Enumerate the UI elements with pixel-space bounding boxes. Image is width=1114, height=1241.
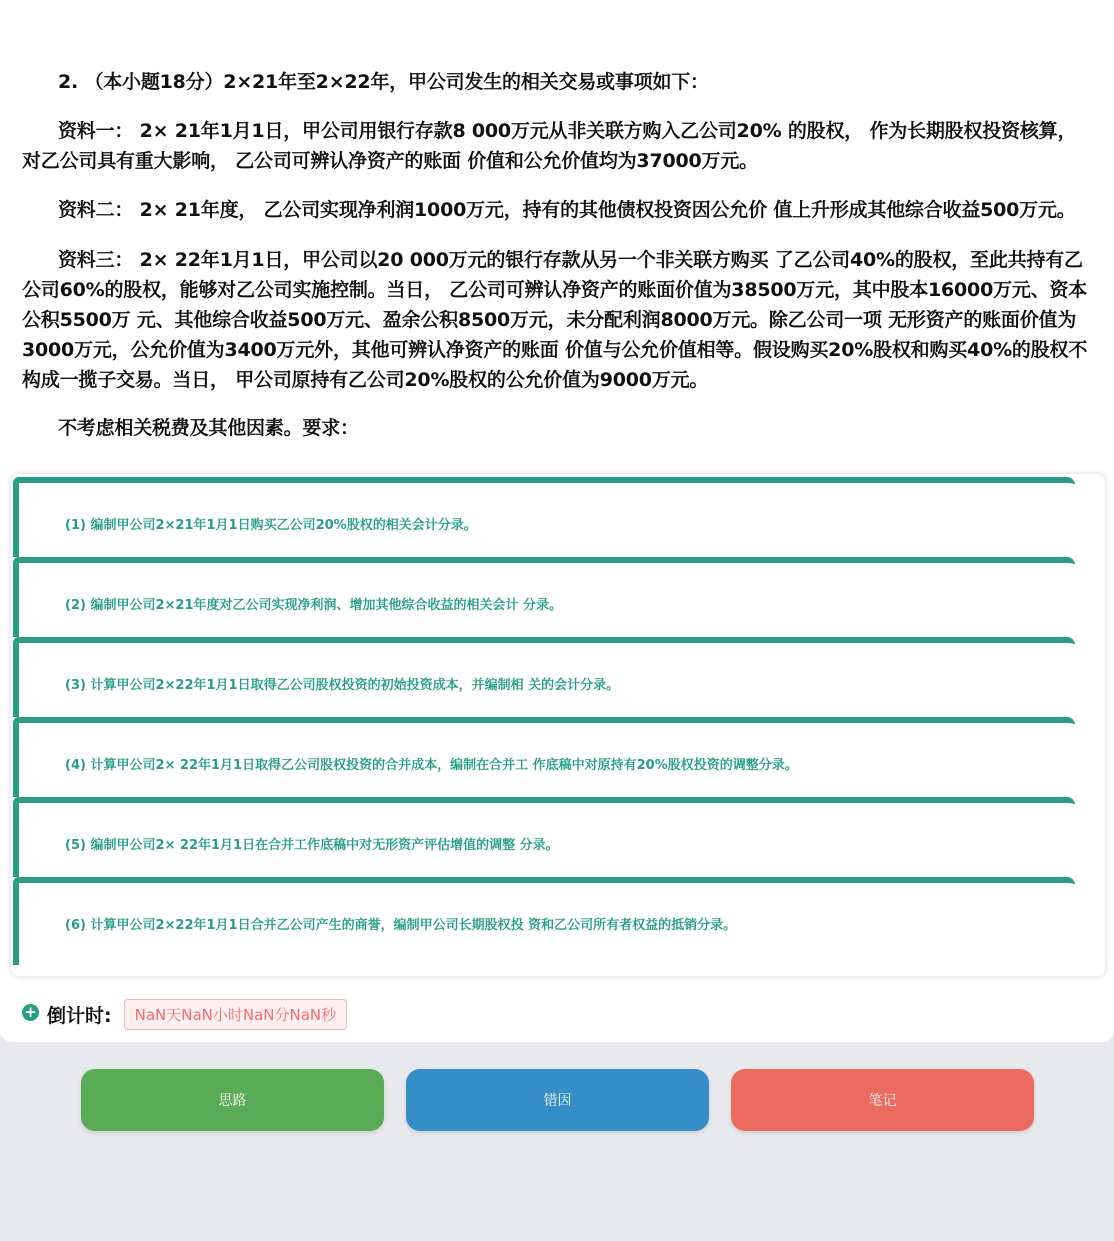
error-reason-button[interactable]: 错因 [406,1069,709,1131]
countdown-value: NaN天NaN小时NaN分NaN秒 [124,999,348,1030]
sub-question-3[interactable] [13,637,1075,717]
sub-question-text: (4) 计算甲公司2× 22年1月1日取得乙公司股权投资的合并成本，编制在合并工 作底稿中对原持有20%股权投资的调整分录。 [65,758,798,773]
plus-circle-icon[interactable]: + [22,1004,39,1021]
sub-question-text: (3) 计算甲公司2×22年1月1日取得乙公司股权投资的初始投资成本，并编制相 关的会计分录。 [65,678,620,693]
sub-question-2[interactable] [13,557,1075,637]
sub-question-text: (2) 编制甲公司2×21年度对乙公司实现净利润、增加其他综合收益的相关会计 分录。 [65,598,563,613]
material-3: 资料三： 2× 22年1月1日，甲公司以20 000万元的银行存款从另一个非关联方购买 了乙公司40%的股权，至此共持有乙公司60%的股权，能够对乙公司实施控制。当日， 乙公司可辨认净资产的账面价值为38500万元，其中股本16000万元、资本公积5500万 元、其他综合收益500万元、盈余公积8500万元，未分配利润8000万元。除乙公司一项 无形资产的账面价值为3000万元，公允价值为3400万元外，其他可辨认净资产的账面 价值与公允价值相等。假设购买20%股权和购买40%的股权不构成一揽子交易。当日， 甲公司原持有乙公司20%股权的公允价值为9000万元。 [22,249,1088,391]
countdown-label: 倒计时: [47,1004,112,1027]
countdown [22,998,347,1030]
sub-question-5[interactable] [13,797,1075,877]
sub-question-6[interactable] [13,877,1075,965]
requirement: 不考虑相关税费及其他因素。要求： [58,417,359,439]
sub-question-1[interactable] [13,477,1075,557]
idea-button[interactable]: 思路 [81,1069,384,1131]
sub-question-4[interactable] [13,717,1075,797]
sub-question-text: (5) 编制甲公司2× 22年1月1日在合并工作底稿中对无形资产评估增值的调整 分录。 [65,838,559,853]
note-button[interactable]: 笔记 [731,1069,1034,1131]
question-intro: 2. （本小题18分）2×21年至2×22年，甲公司发生的相关交易或事项如下： [58,71,709,93]
sub-question-text: (6) 计算甲公司2×22年1月1日合并乙公司产生的商誉，编制甲公司长期股权投 资和乙公司所有者权益的抵销分录。 [65,918,737,933]
sub-question-text: (1) 编制甲公司2×21年1月1日购买乙公司20%股权的相关会计分录。 [65,518,477,533]
sub-question-panel [11,474,1105,976]
material-2: 资料二： 2× 21年度， 乙公司实现净利润1000万元，持有的其他债权投资因公允价 值上升形成其他综合收益500万元。 [58,199,1076,221]
material-1: 资料一： 2× 21年1月1日，甲公司用银行存款8 000万元从非关联方购入乙公司20% 的股权， 作为长期股权投资核算， 对乙公司具有重大影响， 乙公司可辨认净资产的账面 价值和公允价值均为37000万元。 [22,120,1077,172]
